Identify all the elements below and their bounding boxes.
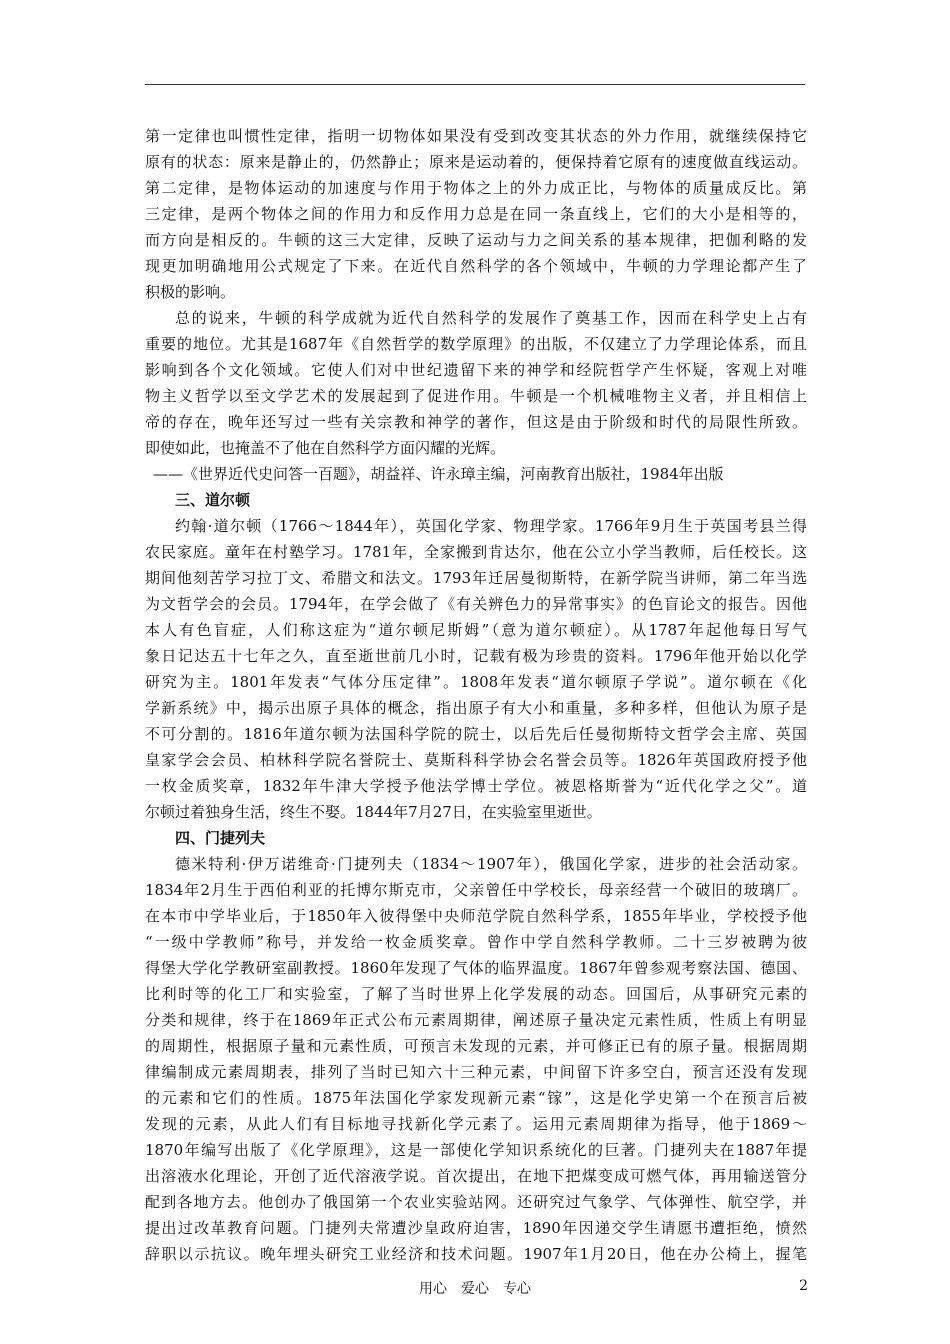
text-line: 研究为主。1801年发表“气体分压定律”。1808年发表“道尔顿原子学说”。道尔顿在《化	[145, 673, 807, 691]
text-line: 期间他刻苦学习拉丁文、希腊文和法文。1793年迁居曼彻斯特，在新学院当讲师，第二年当选	[145, 569, 807, 587]
text-line: 配到各地方去。他创办了俄国第一个农业实验站网。还研究过气象学、气体弹性、航空学，并	[145, 1193, 807, 1211]
text-line: 即使如此，也掩盖不了他在自然科学方面闪耀的光辉。	[145, 439, 506, 457]
text-line: 皇家学会会员、柏林科学院名誉院士、莫斯科科学协会名誉会员等。1826年英国政府授予他	[145, 751, 807, 769]
text-line: 不可分割的。1816年道尔顿为法国科学院的院士，以后先后任曼彻斯特文哲学会主席、英国	[145, 725, 807, 743]
text-line: 分类和规律，终于在1869年正式公布元素周期律，阐述原子量决定元素性质，性质上有明显	[145, 1011, 807, 1029]
text-line: 现更加明确地用公式规定了下来。在近代自然科学的各个领域中，牛顿的力学理论都产生了	[145, 257, 807, 275]
text-line: ——《世界近代史问答一百题》，胡益祥、许永璋主编，河南教育出版社，1984年出版	[153, 465, 724, 483]
text-line: “一级中学教师”称号，并发给一枚金质奖章。曾作中学自然科学教师。二十三岁被聘为彼	[145, 933, 807, 951]
page-number: 2	[799, 1278, 808, 1294]
text-line: 约翰·道尔顿（1766～1844年），英国化学家、物理学家。1766年9月生于英国考县兰得	[175, 517, 807, 535]
text-line: 象日记达五十七年之久，直至逝世前几小时，记载有极为珍贵的资料。1796年他开始以化学	[145, 647, 807, 665]
text-line: 第一定律也叫惯性定律，指明一切物体如果没有受到改变其状态的外力作用，就继续保持它	[145, 127, 807, 145]
text-line: 出溶液水化理论，开创了近代溶液学说。首次提出，在地下把煤变成可燃气体，再用输送管分	[145, 1167, 807, 1185]
text-line: 提出过改革教育问题。门捷列夫常遭沙皇政府迫害，1890年因递交学生请愿书遭拒绝，愤然	[145, 1219, 807, 1237]
text-line: 总的说来，牛顿的科学成就为近代自然科学的发展作了奠基工作，因而在科学史上占有	[175, 309, 807, 327]
text-line: 帝的存在，晚年还写过一些有关宗教和神学的著作，但这是由于阶级和时代的局限性所致。	[145, 413, 807, 431]
text-line: 第二定律，是物体运动的加速度与作用于物体之上的外力成正比，与物体的质量成反比。第	[145, 179, 807, 197]
text-line: 的周期性，根据原子量和元素性质，可预言未发现的元素，并可修正已有的原子量。根据周期	[145, 1037, 807, 1055]
text-line: 发现的元素，从此人们有目标地寻找新化学元素了。运用元素周期律为指导，他于1869～	[145, 1115, 807, 1133]
text-line: 为文哲学会的会员。1794年，在学会做了《有关辨色力的异常事实》的色盲论文的报告。因他	[145, 595, 807, 613]
text-line: 原有的状态：原来是静止的，仍然静止；原来是运动着的，便保持着它原有的速度做直线运动。	[145, 153, 807, 171]
text-line: 学新系统》中，揭示出原子具体的概念，指出原子有大小和重量，多种多样，但他认为原子是	[145, 699, 807, 717]
footer-motto: 用心 爱心 专心	[419, 1281, 531, 1297]
document-body	[145, 123, 807, 1267]
text-line: 得堡大学化学教研室副教授。1860年发现了气体的临界温度。1867年曾参观考察法国、德国、	[145, 959, 807, 977]
text-line: 物主义哲学以至文学艺术的发展起到了促进作用。牛顿是一个机械唯物主义者，并且相信上	[145, 387, 807, 405]
text-line: 的元素和它们的性质。1875年法国化学家发现新元素“镓”，这是化学史第一个在预言后被	[145, 1089, 807, 1107]
text-line: 一枚金质奖章，1832年牛津大学授予他法学博士学位。被恩格斯誉为“近代化学之父”。道	[145, 777, 807, 795]
text-line: 1870年编写出版了《化学原理》，这是一部使化学知识系统化的巨著。门捷列夫在1887年提	[145, 1141, 807, 1159]
section-heading: 四、门捷列夫	[175, 829, 266, 847]
header-rule	[145, 84, 805, 85]
text-line: 律编制成元素周期表，排列了当时已知六十三种元素，中间留下许多空白，预言还没有发现	[145, 1063, 807, 1081]
text-line: 德米特利·伊万诺维奇·门捷列夫（1834～1907年），俄国化学家，进步的社会活动家。	[175, 855, 807, 873]
text-line: 三定律，是两个物体之间的作用力和反作用力总是在同一条直线上，它们的大小是相等的，	[145, 205, 807, 223]
section-heading: 三、道尔顿	[175, 491, 251, 509]
text-line: 辞职以示抗议。晚年埋头研究工业经济和技术问题。1907年1月20日，他在办公椅上，握笔	[145, 1245, 807, 1263]
text-line: 本人有色盲症，人们称这症为“道尔顿尼斯姆”（意为道尔顿症）。从1787年起他每日写气	[145, 621, 807, 639]
text-line: 积极的影响。	[145, 283, 236, 301]
text-line: 1834年2月生于西伯利亚的托博尔斯克市，父亲曾任中学校长，母亲经营一个破旧的玻璃厂。	[145, 881, 807, 899]
text-line: 重要的地位。尤其是1687年《自然哲学的数学原理》的出版，不仅建立了力学理论体系，而且	[145, 335, 807, 353]
text-line: 影响到各个文化领域。它使人们对中世纪遗留下来的神学和经院哲学产生怀疑，客观上对唯	[145, 361, 807, 379]
text-line: 在本市中学毕业后，于1850年入彼得堡中央师范学院自然科学系，1855年毕业，学校授予他	[145, 907, 807, 925]
text-line: 尔顿过着独身生活，终生不娶。1844年7月27日，在实验室里逝世。	[145, 803, 602, 821]
text-line: 比利时等的化工厂和实验室，了解了当时世界上化学发展的动态。回国后，从事研究元素的	[145, 985, 807, 1003]
text-line: 而方向是相反的。牛顿的这三大定律，反映了运动与力之间关系的基本规律，把伽利略的发	[145, 231, 807, 249]
text-line: 农民家庭。童年在村塾学习。1781年，全家搬到肯达尔，他在公立小学当教师，后任校长。这	[145, 543, 807, 561]
